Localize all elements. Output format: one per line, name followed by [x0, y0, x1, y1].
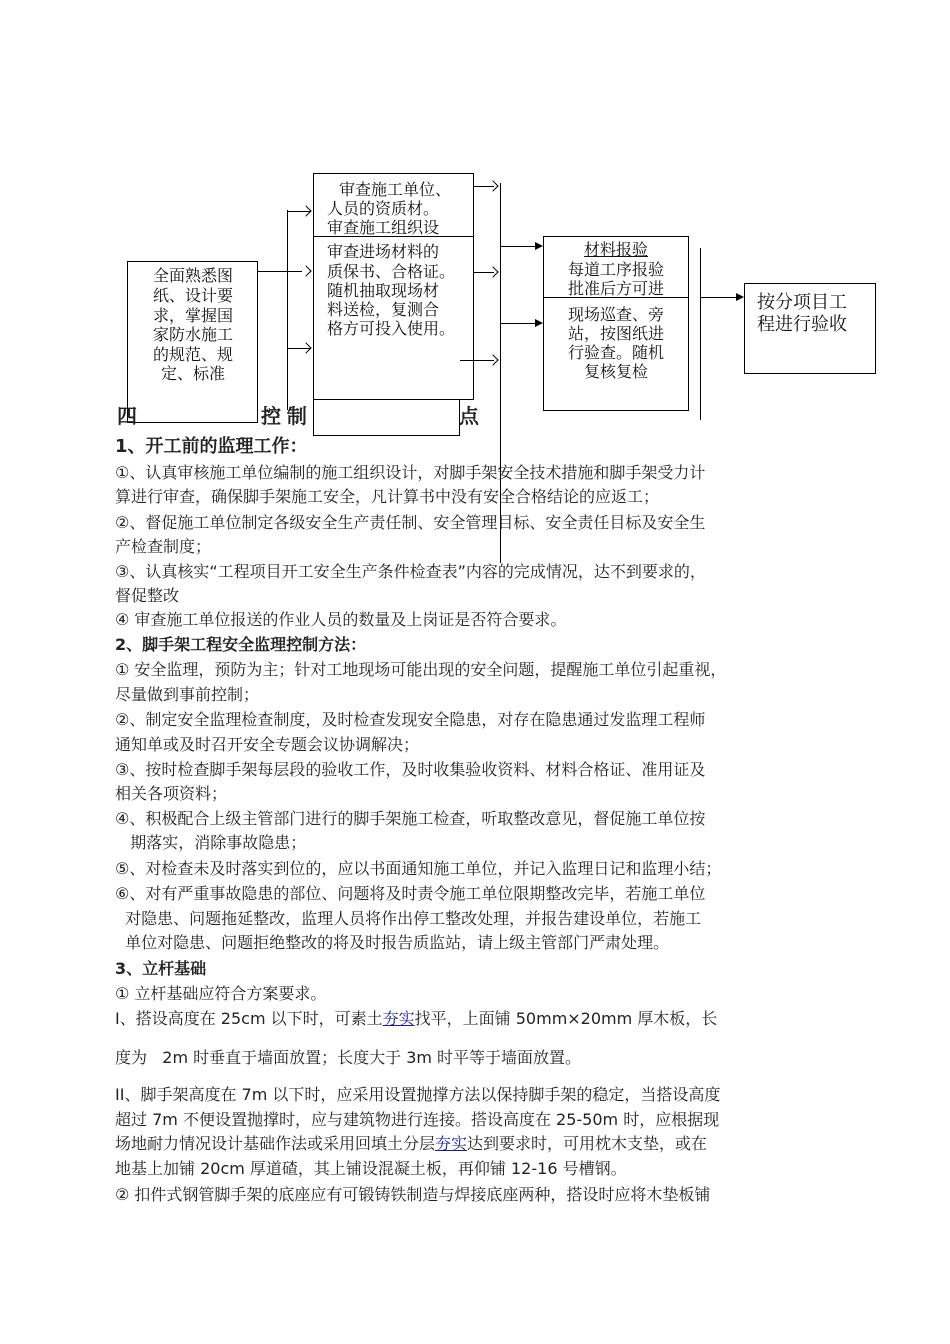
- flow-box-acceptance-line: 按分项目工: [757, 292, 847, 313]
- flow-box-inspection-line: 批准后方可进: [567, 279, 664, 297]
- paragraph-line: ① 立杆基础应符合方案要求。: [115, 984, 327, 1003]
- paragraph-line: ②、督促施工单位制定各级安全生产责任制、安全管理目标、安全责任目标及安全生: [115, 513, 706, 532]
- paragraph-line: 算进行审查，确保脚手架施工安全，凡计算书中没有安全合格结论的应返工；: [115, 487, 660, 506]
- flow-box-qualification-line: 人员的资质材。: [327, 199, 440, 218]
- section-1-title: 1、开工前的监理工作：: [115, 436, 308, 457]
- flow-box-familiarize-line: 全面熟悉图: [152, 266, 233, 285]
- flow-box-patrol-line: 复核复检: [583, 362, 648, 381]
- text-run: I、搭设高度在 25cm 以下时，可素土: [115, 1009, 383, 1028]
- heading-4-fragment: 控制: [260, 404, 313, 428]
- flow-box-patrol-line: 现场巡查、旁: [567, 305, 664, 324]
- connector-line: [500, 246, 535, 247]
- paragraph-line: ③、认真核实“工程项目开工安全生产条件检查表”内容的完成情况，达不到要求的，: [115, 562, 706, 581]
- paragraph-line: 单位对隐患、问题拒绝整改的将及时报告质监站，请上级主管部门严肃处理。: [115, 933, 670, 952]
- arrow-right-icon: [300, 342, 311, 353]
- flow-box-familiarize-line: 纸、设计要: [152, 286, 233, 305]
- paragraph-line: ② 扣件式钢管脚手架的底座应有可锻铸铁制造与焊接底座两种，搭设时应将木垫板铺: [115, 1185, 711, 1204]
- flow-box-materials-line: 格方可投入使用。: [327, 319, 456, 338]
- text-run: 达到要求时，可用枕木支垫，或在: [467, 1134, 708, 1153]
- term-link[interactable]: 夯实: [382, 1009, 415, 1028]
- connector-line: [258, 271, 302, 272]
- connector-line: [500, 323, 535, 324]
- flow-box-patrol-line: 行验查。随机: [567, 343, 664, 362]
- paragraph-line: ①、认真审核施工单位编制的施工组织设计，对脚手架安全技术措施和脚手架受力计: [115, 463, 706, 482]
- flow-box-acceptance-line: 程进行验收: [757, 314, 847, 335]
- flow-box-qualification-line: 审查施工组织设: [327, 218, 440, 236]
- flow-box-materials-line: 质保书、合格证。: [327, 262, 456, 281]
- arrow-right-icon: [487, 354, 498, 365]
- paragraph-line: 期落实，消除事故隐患；: [115, 833, 307, 852]
- connector-line: [287, 210, 288, 410]
- flow-box-familiarize-line: 求，掌握国: [152, 306, 233, 325]
- paragraph-line: 产检查制度；: [115, 537, 212, 556]
- section-3-title: 3、立杆基础: [115, 959, 207, 978]
- section-2-title: 2、脚手架工程安全监理控制方法：: [115, 635, 367, 654]
- paragraph-line: ⑤、对检查未及时落实到位的，应以书面通知施工单位，并记入监理日记和监理小结；: [115, 859, 722, 878]
- heading-4-fragment: 点: [458, 404, 485, 428]
- paragraph-line: 超过 7m 不便设置抛撑时，应与建筑物进行连接。搭设高度在 25-50m 时，应根据现: [115, 1110, 720, 1129]
- flow-box-materials-line: 随机抽取现场材: [327, 281, 440, 300]
- arrow-right-icon: [736, 293, 744, 301]
- flow-box-familiarize-line: 家防水施工: [152, 325, 233, 344]
- text-run: 场地耐力情况设计基础作法或采用回填土分层: [115, 1134, 436, 1153]
- paragraph-line: ④、积极配合上级主管部门进行的脚手架施工检查，听取整改意见，督促施工单位按: [115, 809, 706, 828]
- paragraph-line: ① 安全监理，预防为主；针对工地现场可能出现的安全问题，提醒施工单位引起重视，: [115, 660, 727, 679]
- arrow-right-icon: [487, 266, 498, 277]
- paragraph-line: 通知单或及时召开安全专题会议协调解决；: [115, 735, 420, 754]
- paragraph-line: 对隐患、问题拖延整改，监理人员将作出停工整改处理，并报告建设单位，若施工: [115, 909, 702, 928]
- arrow-right-icon: [535, 242, 543, 250]
- text-run: 找平，上面铺 50mm×20mm 厚木板，长: [414, 1009, 718, 1028]
- section-heading-4: [117, 400, 485, 429]
- flow-box-qualification-line: 审查施工单位、: [339, 180, 452, 199]
- arrow-right-icon: [300, 205, 311, 216]
- flow-box-familiarize-line: 定、标准: [160, 364, 225, 383]
- paragraph-line: 督促整改: [115, 586, 180, 605]
- paragraph-line: 尽量做到事前控制；: [115, 685, 260, 704]
- term-link[interactable]: 夯实: [435, 1134, 468, 1153]
- paragraph-line: ③、按时检查脚手架每层段的验收工作，及时收集验收资料、材料合格证、准用证及: [115, 760, 706, 779]
- paragraph-line: ④ 审查施工单位报送的作业人员的数量及上岗证是否符合要求。: [115, 610, 567, 629]
- flow-box-materials-line: 审查进场材料的: [327, 242, 440, 261]
- flow-box-inspection-line: 材料报验: [583, 240, 648, 259]
- flow-box-materials-line: 料送检，复测合: [327, 300, 440, 319]
- paragraph-line: 相关各项资料；: [115, 784, 228, 803]
- paragraph-line: 地基上加铺 20cm 厚道碴，其上铺设混凝土板，再仰铺 12-16 号槽钢。: [115, 1159, 627, 1178]
- paragraph-line: II、脚手架高度在 7m 以下时，应采用设置抛撑方法以保持脚手架的稳定，当搭设高度: [115, 1085, 721, 1104]
- arrow-right-icon: [535, 319, 543, 327]
- flow-box-familiarize-line: 的规范、规: [152, 345, 233, 364]
- paragraph-line: [115, 1131, 707, 1154]
- paragraph-line: ②、制定安全监理检查制度，及时检查发现安全隐患，对存在隐患通过发监理工程师: [115, 710, 706, 729]
- flow-box-inspection-line: 每道工序报验: [567, 260, 664, 279]
- connector-line: [700, 297, 736, 298]
- arrow-right-icon: [300, 265, 311, 276]
- paragraph-line: [115, 1006, 717, 1029]
- arrow-right-icon: [487, 180, 498, 191]
- paragraph-line: 度为 2m 时垂直于墙面放置；长度大于 3m 时平等于墙面放置。: [115, 1048, 582, 1067]
- heading-4-fragment: 四: [117, 404, 143, 428]
- connector-line: [700, 248, 701, 420]
- paragraph-line: ⑥、对有严重事故隐患的部位、问题将及时责令施工单位限期整改完毕，若施工单位: [115, 884, 706, 903]
- flow-box-patrol-line: 站，按图纸进: [567, 324, 664, 343]
